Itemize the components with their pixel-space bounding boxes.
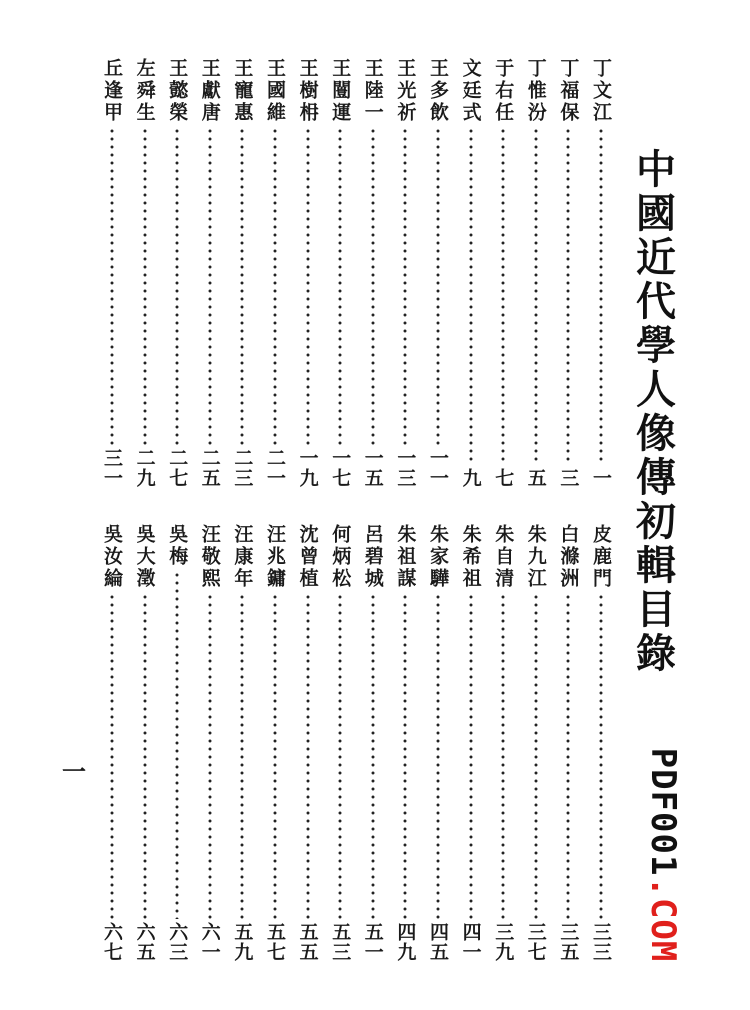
toc-entry[interactable] <box>489 58 517 488</box>
dot-leader <box>143 593 147 919</box>
toc-entry[interactable] <box>424 58 452 488</box>
watermark-main: PDF001 <box>643 747 683 877</box>
toc-entry-page: 五 <box>524 468 547 488</box>
toc-entry-name: 何炳松 <box>329 524 352 590</box>
toc-entry-page: 六一 <box>198 922 221 962</box>
dot-leader <box>273 127 277 445</box>
toc-entry-name: 王懿榮 <box>166 58 189 124</box>
toc-entry-name: 王樹枏 <box>296 58 319 124</box>
toc-entry-name: 王陸一 <box>361 58 384 124</box>
toc-entry[interactable] <box>359 58 387 488</box>
dot-leader <box>599 593 603 919</box>
toc-entry-page: 三七 <box>524 922 547 962</box>
toc-entry-name: 白滌洲 <box>557 524 580 590</box>
toc-entry[interactable] <box>228 524 256 962</box>
toc-entry[interactable] <box>98 58 126 488</box>
toc-entry-name: 王多飲 <box>427 58 449 124</box>
toc-entry[interactable] <box>554 58 582 488</box>
dot-leader <box>175 127 179 445</box>
toc-entry-page: 二三 <box>231 448 254 488</box>
toc-entry[interactable] <box>163 58 191 488</box>
dot-leader <box>338 593 342 919</box>
toc-entry-page: 三一 <box>101 448 123 488</box>
dot-leader <box>240 593 244 919</box>
toc-entry-name: 王闓運 <box>329 58 352 124</box>
toc-entry[interactable] <box>554 524 582 962</box>
toc-entry-name: 吳大澂 <box>133 524 156 590</box>
dot-leader <box>566 127 570 465</box>
dot-leader <box>306 127 310 445</box>
toc-entry-name: 朱九江 <box>524 524 547 590</box>
watermark-accent: .COM <box>643 876 683 963</box>
toc-entry-name: 王寵惠 <box>231 58 254 124</box>
toc-entry-page: 二五 <box>198 448 221 488</box>
dot-leader <box>110 593 114 919</box>
dot-leader <box>469 593 473 919</box>
toc-entry-page: 二九 <box>133 448 156 488</box>
toc-entry[interactable] <box>196 58 224 488</box>
toc-entry-name: 文廷式 <box>459 58 482 124</box>
toc-entry-page: 三 <box>557 468 580 488</box>
dot-leader <box>306 593 310 919</box>
dot-leader <box>566 593 570 919</box>
toc-entry-page: 三三 <box>590 922 612 962</box>
toc-entry-name: 朱家驊 <box>427 524 449 590</box>
dot-leader <box>501 127 505 465</box>
page-number: 一 <box>62 757 86 786</box>
toc-entry-page: 一三 <box>394 448 417 488</box>
watermark-logo <box>638 747 688 963</box>
toc-entry-page: 五三 <box>329 922 352 962</box>
dot-leader <box>273 593 277 919</box>
dot-leader <box>436 593 440 919</box>
toc-entry-page: 二一 <box>264 448 286 488</box>
dot-leader <box>143 127 147 445</box>
toc-entry-page: 一五 <box>361 448 384 488</box>
toc-entry[interactable] <box>326 524 354 962</box>
toc-entry[interactable] <box>196 524 224 962</box>
dot-leader <box>110 127 114 445</box>
toc-entry-name: 丁惟汾 <box>524 58 547 124</box>
toc-entry-page: 六七 <box>101 922 123 962</box>
dot-leader <box>403 127 407 445</box>
toc-entry[interactable] <box>261 58 289 488</box>
dot-leader <box>469 127 473 465</box>
toc-entry-name: 汪敬熙 <box>198 524 221 590</box>
toc-entry-page: 三九 <box>492 922 515 962</box>
toc-entry-page: 一一 <box>427 448 449 488</box>
toc-entry[interactable] <box>228 58 256 488</box>
toc-entry[interactable] <box>294 524 322 962</box>
dot-leader <box>175 571 179 919</box>
toc-entry-name: 汪兆鏞 <box>264 524 286 590</box>
toc-entry-name: 丁文江 <box>590 58 612 124</box>
toc-entry-name: 皮鹿門 <box>590 524 612 590</box>
toc-entry-name: 王獻唐 <box>198 58 221 124</box>
toc-entry[interactable] <box>587 524 615 962</box>
toc-entry-page: 一七 <box>329 448 352 488</box>
toc-entry[interactable] <box>131 524 159 962</box>
toc-entry-page: 五九 <box>231 922 254 962</box>
dot-leader <box>501 593 505 919</box>
page-title: 中國近代學人像傳初輯目錄 <box>636 146 676 677</box>
toc-entry-name: 朱希祖 <box>459 524 482 590</box>
dot-leader <box>240 127 244 445</box>
toc-entry[interactable] <box>163 524 191 962</box>
toc-entry-name: 丘逢甲 <box>101 58 123 124</box>
toc-entry-page: 二七 <box>166 448 189 488</box>
toc-entry-name: 王國維 <box>264 58 286 124</box>
toc-entry-name: 吳梅 <box>166 524 189 568</box>
toc-entry[interactable] <box>294 58 322 488</box>
toc-entry-name: 王光祈 <box>394 58 417 124</box>
toc-entry-page: 五一 <box>361 922 384 962</box>
toc-entry-page: 五五 <box>296 922 319 962</box>
toc-entry-name: 沈曾植 <box>296 524 319 590</box>
toc-entry-page: 四九 <box>394 922 417 962</box>
dot-leader <box>599 127 603 465</box>
toc-entry-page: 四五 <box>427 922 449 962</box>
toc-entry-name: 吳汝綸 <box>101 524 123 590</box>
dot-leader <box>534 593 538 919</box>
toc-entry-page: 九 <box>459 468 482 488</box>
toc-entry[interactable] <box>522 524 550 962</box>
toc-entry-page: 四一 <box>459 922 482 962</box>
toc-entry[interactable] <box>131 58 159 488</box>
toc-entry[interactable] <box>98 524 126 962</box>
toc-entry[interactable] <box>261 524 289 962</box>
toc-entry-name: 朱自清 <box>492 524 515 590</box>
dot-leader <box>534 127 538 465</box>
toc-entry[interactable] <box>326 58 354 488</box>
toc-entry-name: 朱祖謀 <box>394 524 417 590</box>
toc-entry-page: 一九 <box>296 448 319 488</box>
toc-entry-name: 汪康年 <box>231 524 254 590</box>
toc-entry-page: 六五 <box>133 922 156 962</box>
toc-entry[interactable] <box>457 524 485 962</box>
dot-leader <box>338 127 342 445</box>
dot-leader <box>208 593 212 919</box>
dot-leader <box>208 127 212 445</box>
toc-entry[interactable] <box>391 58 419 488</box>
dot-leader <box>371 593 375 919</box>
toc-entry[interactable] <box>587 58 615 488</box>
toc-entry[interactable] <box>489 524 517 962</box>
dot-leader <box>371 127 375 445</box>
toc-entry[interactable] <box>457 58 485 488</box>
dot-leader <box>436 127 440 445</box>
toc-entry-page: 三五 <box>557 922 580 962</box>
toc-entry-page: 五七 <box>264 922 286 962</box>
toc-entry[interactable] <box>391 524 419 962</box>
toc-entry-name: 呂碧城 <box>361 524 384 590</box>
toc-entry[interactable] <box>522 58 550 488</box>
toc-entry-name: 丁福保 <box>557 58 580 124</box>
toc-entry-name: 于右任 <box>492 58 515 124</box>
dot-leader <box>403 593 407 919</box>
toc-entry-page: 一 <box>590 468 612 488</box>
toc-entry[interactable] <box>424 524 452 962</box>
toc-entry-name: 左舜生 <box>133 58 156 124</box>
toc-entry-page: 七 <box>492 468 515 488</box>
toc-entry-page: 六三 <box>166 922 189 962</box>
toc-entry[interactable] <box>359 524 387 962</box>
